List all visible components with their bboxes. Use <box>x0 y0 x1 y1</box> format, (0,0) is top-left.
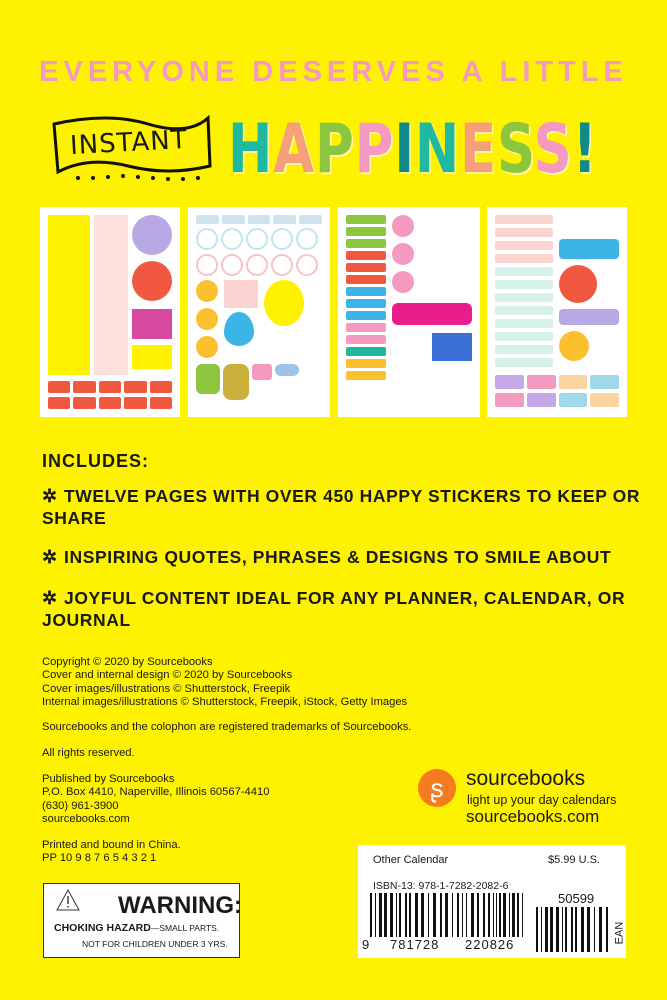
barcode-bar <box>452 893 453 937</box>
barcode-bar <box>556 907 559 952</box>
barcode-bar <box>384 893 387 937</box>
barcode-digits-right: 220826 <box>465 937 515 952</box>
barcode-bar <box>522 893 523 937</box>
brand-name: sourcebooks <box>466 767 586 790</box>
barcode-bar <box>541 907 542 952</box>
warning-title: WARNING: <box>118 892 242 919</box>
barcode-bar <box>370 893 372 937</box>
barcode-bar <box>428 893 429 937</box>
barcode-bar <box>488 893 490 937</box>
asterisk-icon: ✲ <box>42 588 58 608</box>
barcode-bar <box>466 893 467 937</box>
barcode-bar <box>483 893 485 937</box>
barcode-bar <box>550 907 553 952</box>
barcode-panel <box>358 845 626 958</box>
barcode-bar <box>599 907 602 952</box>
ean-label: EAN <box>613 921 626 945</box>
barcode-bar <box>396 893 397 937</box>
addon-barcode-bars <box>536 907 611 952</box>
barcode-bar <box>594 907 595 952</box>
copyright-block: Copyright © 2020 by Sourcebooks Cover and internal design © 2020 by Sourcebooks Cover images/illustrations © Shutterstock, Freepik Internal images/illustrations © Shutterstock, Freepik, iStock, Getty Images <box>42 656 408 708</box>
title-letter: S <box>533 110 573 189</box>
feature-item: ✲ INSPIRING QUOTES, PHRASES & DESIGNS TO SMILE ABOUT <box>42 547 612 567</box>
barcode-bar <box>409 893 411 937</box>
barcode-bar <box>499 893 501 937</box>
rights-note: All rights reserved. <box>42 747 135 759</box>
sticker-sheet-4 <box>487 207 627 417</box>
title-letter: I <box>394 110 415 189</box>
title-letter: A <box>273 110 316 189</box>
barcode-bar <box>421 893 424 937</box>
isbn: ISBN-13: 978-1-7282-2082-6 <box>373 880 509 892</box>
feature-item: ✲ TWELVE PAGES WITH OVER 450 HAPPY STICKERS TO KEEP OR SHARE <box>42 486 641 528</box>
asterisk-icon: ✲ <box>42 486 58 506</box>
warning-triangle-icon <box>55 888 81 912</box>
barcode-bar <box>375 893 376 937</box>
trademark-note: Sourcebooks and the colophon are registered trademarks of Sourcebooks. <box>42 721 412 733</box>
barcode-bar <box>581 907 584 952</box>
barcode-bars <box>370 893 528 937</box>
barcode-bar <box>575 907 577 952</box>
category: Other Calendar <box>373 854 449 866</box>
printing-block: Printed and bound in China. PP 10 9 8 7 6 5 4 3 2 1 <box>42 839 181 865</box>
barcode-bar <box>545 907 548 952</box>
barcode-bar <box>536 907 538 952</box>
asterisk-icon: ✲ <box>42 547 58 567</box>
barcode-bar <box>433 893 436 937</box>
brand-url: sourcebooks.com <box>466 807 600 826</box>
title-letter: N <box>414 110 461 189</box>
addon-digits: 50599 <box>558 891 595 906</box>
title-letter: H <box>228 110 274 189</box>
feature-item: ✲ JOYFUL CONTENT IDEAL FOR ANY PLANNER, CALENDAR, OR JOURNAL <box>42 588 626 630</box>
barcode-bar <box>512 893 515 937</box>
barcode-bar <box>445 893 448 937</box>
barcode-bar <box>440 893 442 937</box>
age-warning: NOT FOR CHILDREN UNDER 3 YRS. <box>82 939 228 949</box>
title-letter: P <box>315 110 355 189</box>
brand-tagline: light up your day calendars <box>467 793 617 807</box>
includes-heading: INCLUDES: <box>42 451 149 471</box>
title-letter: E <box>460 110 498 189</box>
price: $5.99 U.S. <box>548 854 600 866</box>
barcode-bar <box>477 893 479 937</box>
barcode-bar <box>517 893 519 937</box>
choking-warning <box>43 883 240 958</box>
barcode-bar <box>496 893 497 937</box>
barcode-digit-lead: 9 <box>362 937 370 952</box>
title-letter: S <box>497 110 534 189</box>
barcode-bar <box>571 907 573 952</box>
sticker-sheet-3 <box>338 207 480 417</box>
hazard-label: CHOKING HAZARD <box>54 922 151 934</box>
sticker-sheet-1 <box>40 207 180 417</box>
barcode-bar <box>471 893 474 937</box>
barcode-bar <box>503 893 506 937</box>
barcode-bar <box>462 893 463 937</box>
lightbulb-logo-icon: ʂ <box>418 769 456 807</box>
title-letter: P <box>354 110 395 189</box>
banner-word: INSTANT <box>69 124 189 162</box>
barcode-bar <box>379 893 382 937</box>
barcode-bar <box>493 893 494 937</box>
barcode-bar <box>399 893 401 937</box>
barcode-bar <box>390 893 393 937</box>
barcode-bar <box>405 893 407 937</box>
sticker-sheet-2 <box>188 207 330 417</box>
barcode-bar <box>606 907 608 952</box>
tagline: EVERYONE DESERVES A LITTLE <box>39 56 628 88</box>
barcode-bar <box>562 907 563 952</box>
hazard-detail: —SMALL PARTS. <box>150 923 220 933</box>
barcode-bar <box>415 893 418 937</box>
title-happiness <box>228 110 598 189</box>
publisher-block: Published by Sourcebooks P.O. Box 4410, Naperville, Illinois 60567-4410 (630) 961-3900 sourcebooks.com <box>42 773 270 825</box>
barcode-bar <box>587 907 590 952</box>
barcode-digits-left: 781728 <box>390 937 440 952</box>
barcode-bar <box>565 907 567 952</box>
barcode-bar <box>457 893 459 937</box>
barcode-bar <box>509 893 510 937</box>
title-letter: ! <box>572 110 598 189</box>
